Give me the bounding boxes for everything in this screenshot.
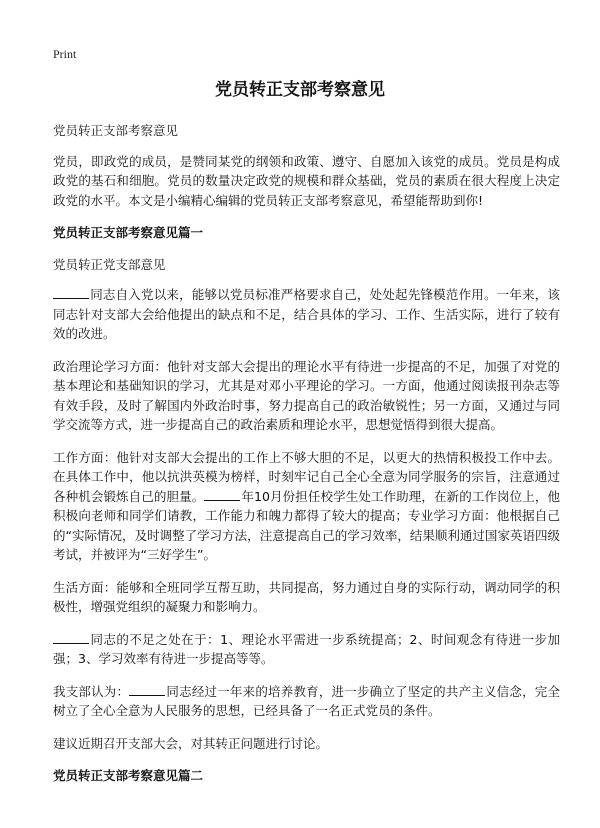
name-blank — [53, 642, 89, 644]
print-link[interactable]: Print — [53, 47, 77, 61]
paragraph-recommendation: 建议近期召开支部大会，对其转正问题进行讨论。 — [53, 735, 329, 751]
name-blank — [129, 694, 165, 696]
paragraph-branch-opinion — [53, 682, 560, 721]
document-title: 党员转正支部考察意见 — [215, 80, 385, 100]
paragraph-text: 同志经过一年来的培养教育，进一步确立了坚定的共产主义信念，完全树立了全心全意为人民服务的思想，已经具备了一名正式党员的条件。 — [53, 683, 560, 718]
name-blank — [53, 297, 89, 299]
paragraph-text: 工作方面：他针对支部大会提出的工作上不够大胆的不足，以更大的热情积极投工作中去。在具体工作中，他以抗洪英模为榜样，时刻牢记自己全心全意为同学服务的宗旨，注意通过各种机会锻炼自己的胆量。 — [53, 449, 560, 504]
paragraph-political-study: 政治理论学习方面：他针对支部大会提出的理论水平有待进一步提高的不足，加强了对党的基本理论和基础知识的学习，尤其是对邓小平理论的学习。一方面，他通过阅读报刊杂志等有效手段，及时了解国内外政治时事，努力提高自己的政治敏锐性；另一方面，又通过与同学交流等方式，进一步提高自己的政治素质和理论水平，思想觉悟得到很大提高。 — [53, 358, 560, 432]
section-heading-1: 党员转正支部考察意见篇一 — [53, 225, 204, 240]
section-subheading: 党员转正党支部意见 — [53, 256, 166, 272]
paragraph-self-improvement — [53, 285, 560, 344]
paragraph-life: 生活方面：能够和全班同学互帮互助，共同提高，努力通过自身的实际行动，调动同学的积极性，增强党组织的凝聚力和影响力。 — [53, 579, 560, 614]
document-subtitle: 党员转正支部考察意见 — [53, 123, 179, 138]
paragraph-work — [53, 448, 560, 565]
document-body — [53, 121, 560, 798]
intro-paragraph: 党员，即政党的成员，是赞同某党的纲领和政策、遵守、自愿加入该党的成员。党员是构成政党的基石和细胞。党员的数量决定政党的规模和群众基础，党员的素质在很大程度上决定政党的水平。本文是小编精心编辑的党员转正支部考察意见，希望能帮助到你! — [53, 153, 560, 208]
paragraph-text: 同志的不足之处在于：1、理论水平需进一步系统提高；2、时间观念有待进一步加强；3、学习效率有待进一步提高等等。 — [53, 631, 560, 666]
section-heading-2: 党员转正支部考察意见篇二 — [53, 768, 204, 783]
paragraph-text: 年10月份担任校学生处工作助理，在新的工作岗位上，他积极向老师和同学们请教，工作能力和魄力都得了较大的提高；专业学习方面：他根据自己的“实际情况，及时调整了学习方法，注意提高自己的学习效率，结果顺利通过国家英语四级考试，并被评为“三好学生”。 — [53, 488, 560, 562]
year-blank — [204, 499, 240, 501]
paragraph-prefix: 我支部认为： — [53, 683, 130, 699]
paragraph-text: 同志自入党以来，能够以党员标准严格要求自己，处处起先锋模范作用。一年来，该同志针对支部大会给他提出的缺点和不足，结合具体的学习、工作、生活实际，进行了较有效的改进。 — [53, 287, 560, 341]
paragraph-shortcomings — [53, 630, 560, 669]
